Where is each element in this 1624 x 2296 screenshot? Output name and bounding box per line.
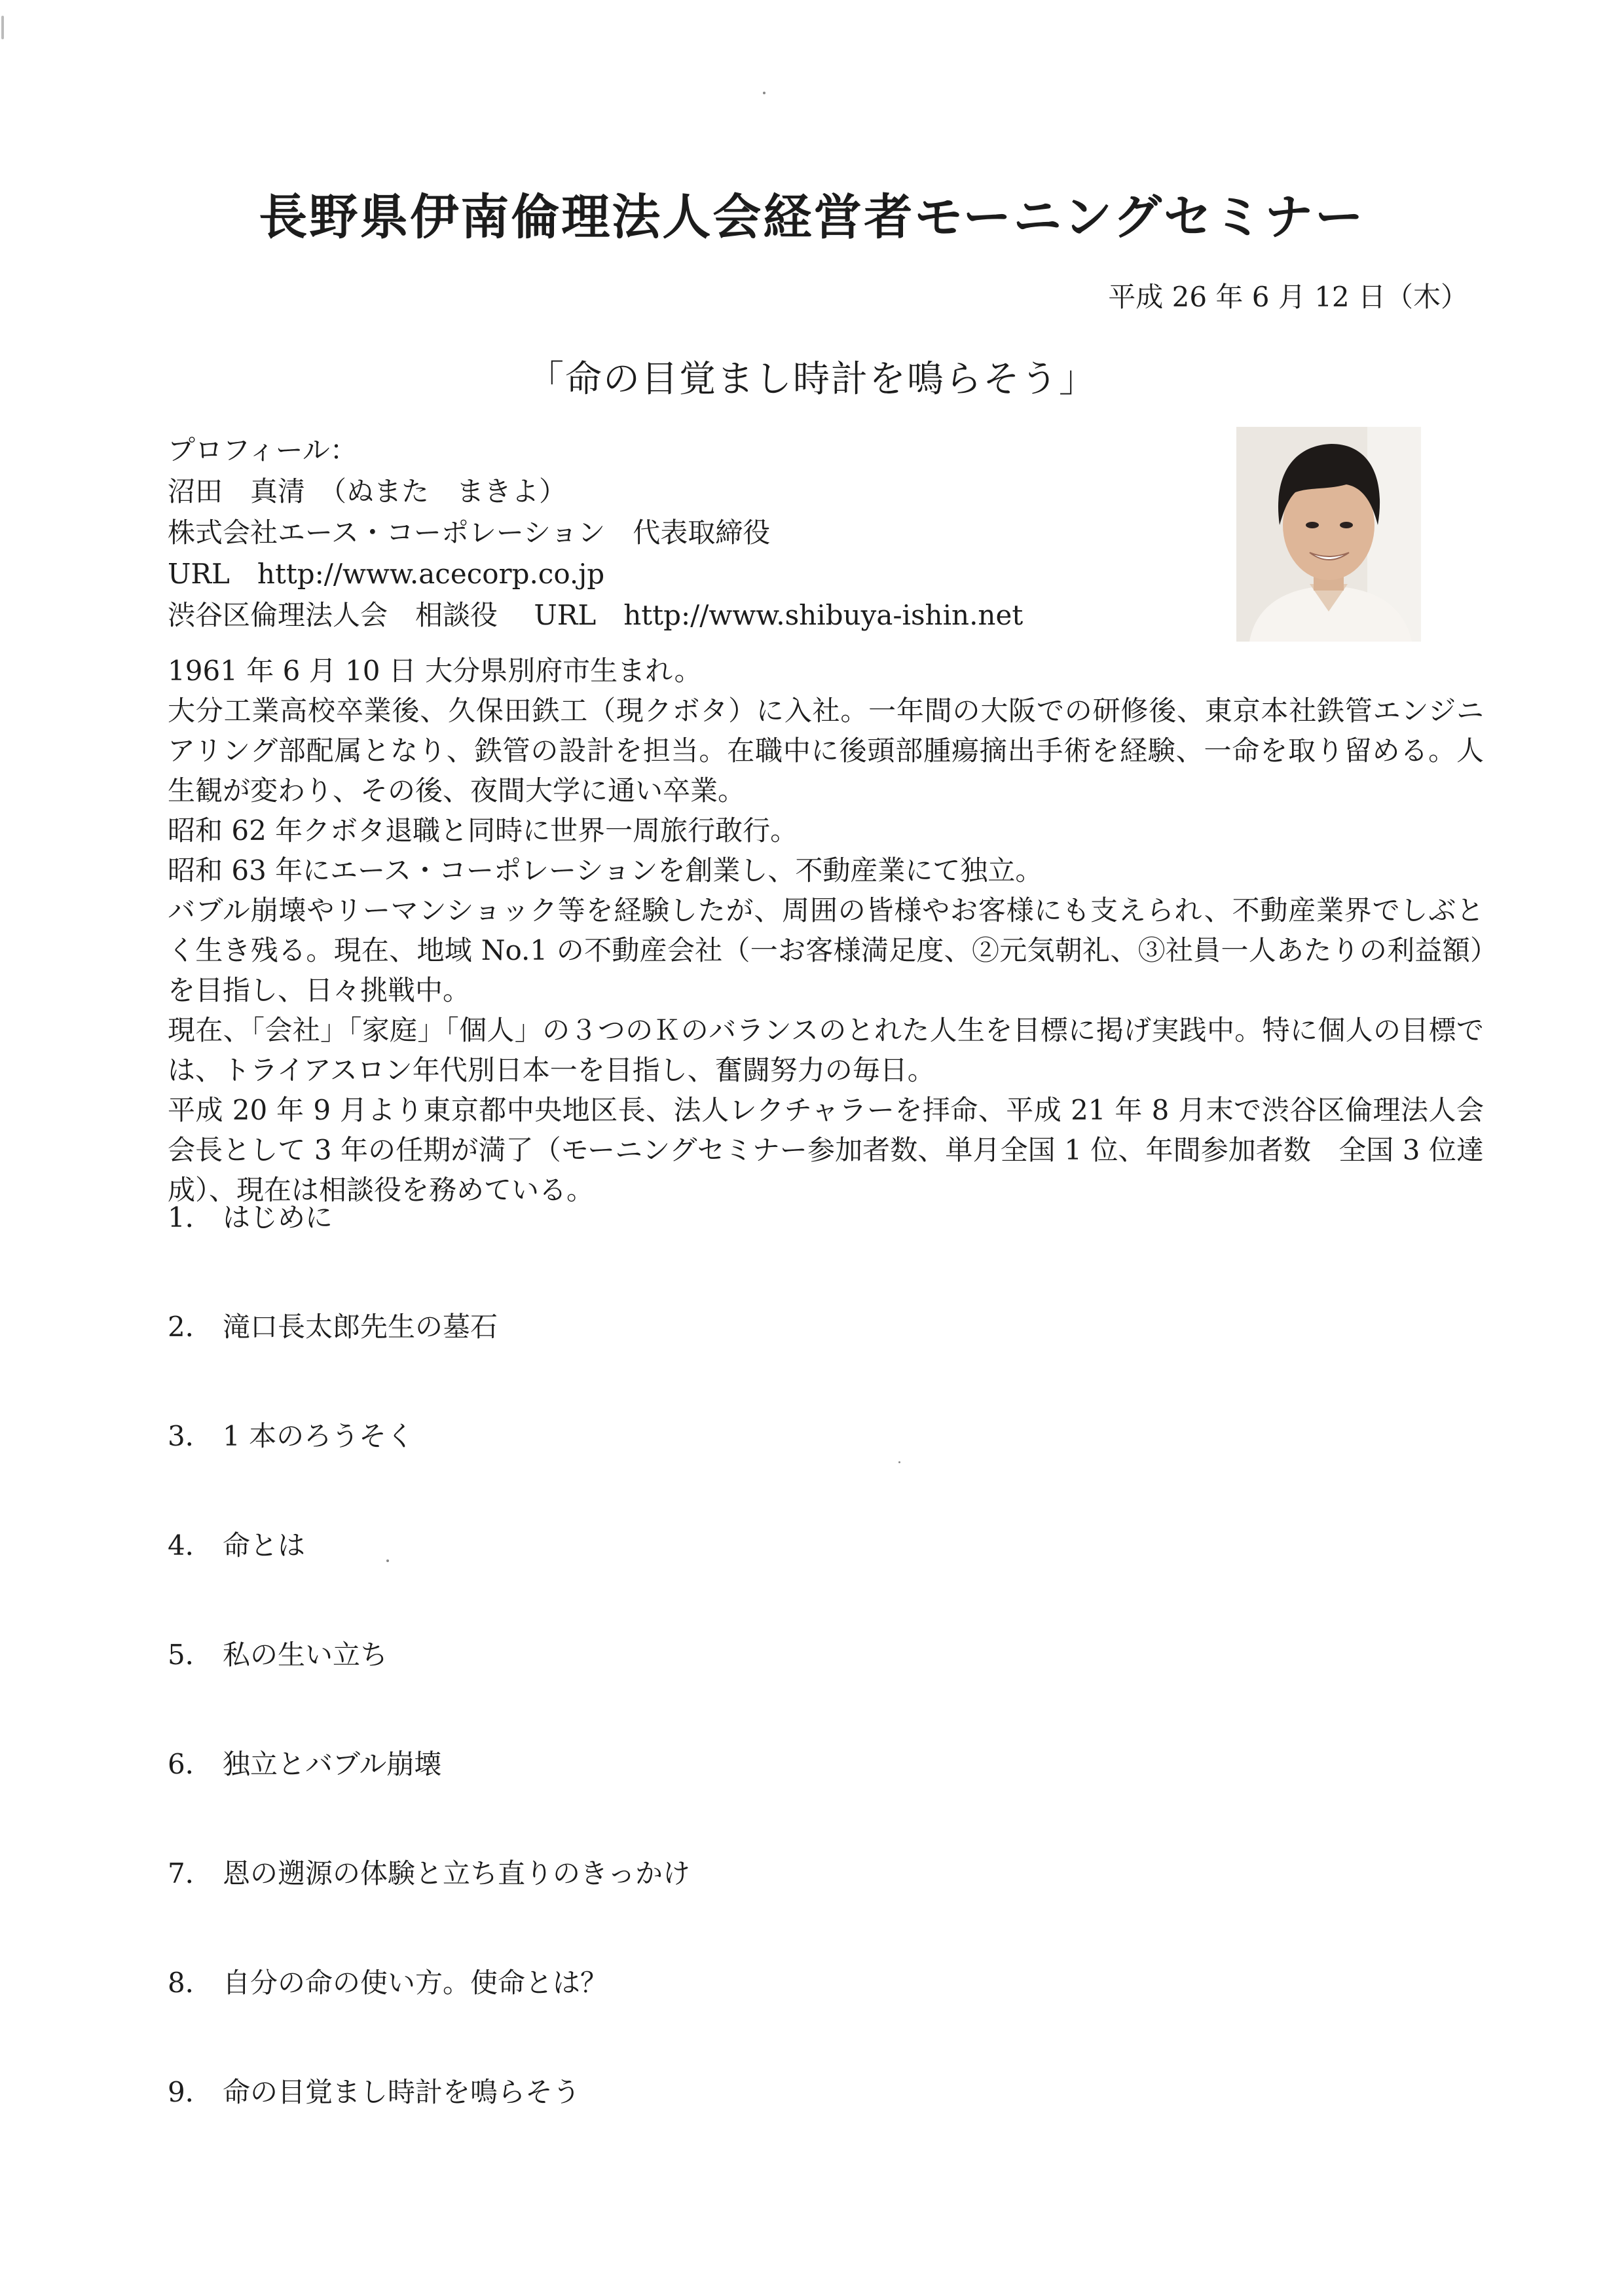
agenda-item bbox=[168, 1417, 1084, 1526]
agenda-text: 滝口長太郎先生の墓石 bbox=[223, 1311, 498, 1343]
agenda-number: 4． bbox=[168, 1529, 213, 1561]
agenda-list bbox=[168, 1198, 1084, 2182]
agenda-number: 3． bbox=[168, 1420, 213, 1452]
agenda-text: 命とは bbox=[223, 1529, 306, 1561]
bio-paragraph: 現在、「会社」「家庭」「個人」の３つのＫのバランスのとれた人生を目標に掲げ実践中。特に個人の目標では、トライアスロン年代別日本一を目指し、奮闘努力の毎日。 bbox=[168, 1014, 1484, 1086]
company-url: URL http://www.acecorp.co.jp bbox=[168, 558, 605, 590]
agenda-text: 命の目覚まし時計を鳴らそう bbox=[223, 2076, 581, 2108]
scan-speck bbox=[763, 92, 766, 94]
agenda-item bbox=[168, 1963, 1084, 2073]
agenda-number: 8． bbox=[168, 1967, 213, 1999]
speaker-photo bbox=[1236, 427, 1421, 642]
agenda-number: 6． bbox=[168, 1748, 213, 1780]
document-title: 長野県伊南倫理法人会経営者モーニングセミナー bbox=[259, 189, 1365, 246]
scan-speck bbox=[898, 1461, 900, 1463]
agenda-item bbox=[168, 1635, 1084, 1745]
agenda-text: 1 本のろうそく bbox=[223, 1420, 415, 1452]
agenda-text: はじめに bbox=[223, 1201, 333, 1233]
scan-speck bbox=[386, 1559, 389, 1562]
bio-paragraph: 平成 20 年 9 月より東京都中央地区長、法人レクチャラーを拝命、平成 21 年 8 月末で渋谷区倫理法人会会長として 3 年の任期が満了（モーニングセミナー参加者数、単月全国 1 位、年間参加者数 全国 3 位達成）、現在は相談役を務めている。 bbox=[168, 1094, 1484, 1206]
agenda-number: 2． bbox=[168, 1311, 213, 1343]
agenda-item bbox=[168, 1854, 1084, 1963]
speaker-name: 沼田 真清 （ぬまた まきよ） bbox=[168, 475, 567, 507]
agenda-item bbox=[168, 1526, 1084, 1635]
bio-paragraph: 昭和 63 年にエース・コーポレーションを創業し、不動産業にて独立。 bbox=[168, 854, 1043, 886]
speaker-biography bbox=[168, 651, 1484, 1210]
agenda-number: 1． bbox=[168, 1201, 213, 1233]
agenda-text: 私の生い立ち bbox=[223, 1639, 388, 1671]
agenda-item bbox=[168, 1198, 1084, 1307]
bio-paragraph: 昭和 62 年クボタ退職と同時に世界一周旅行敢行。 bbox=[168, 814, 798, 847]
portrait-illustration bbox=[1236, 427, 1421, 642]
agenda-number: 5． bbox=[168, 1639, 213, 1671]
profile-heading: プロフィール： bbox=[168, 434, 358, 466]
agenda-number: 9． bbox=[168, 2076, 213, 2108]
agenda-item bbox=[168, 2073, 1084, 2182]
bio-paragraph: バブル崩壊やリーマンショック等を経験したが、周囲の皆様やお客様にも支えられ、不動産業界でしぶとく生き残る。現在、地域 No.1 の不動産会社（一お客様満足度、②元気朝礼、③社員一人あたりの利益額）を目指し、日々挑戦中。 bbox=[168, 894, 1484, 1006]
bio-paragraph: 大分工業高校卒業後、久保田鉄工（現クボタ）に入社。一年間の大阪での研修後、東京本社鉄管エンジニアリング部配属となり、鉄管の設計を担当。在職中に後頭部腫瘍摘出手術を経験、一命を取り留める。人生観が変わり、その後、夜間大学に通い卒業。 bbox=[168, 695, 1484, 807]
agenda-number: 7． bbox=[168, 1857, 213, 1889]
scan-speck bbox=[1, 16, 4, 39]
bio-paragraph: 1961 年 6 月 10 日 大分県別府市生まれ。 bbox=[168, 655, 702, 687]
agenda-item bbox=[168, 1745, 1084, 1854]
organization-url: 渋谷区倫理法人会 相談役 URL http://www.shibuya-ishin.net bbox=[168, 599, 1024, 631]
profile-section bbox=[168, 429, 1189, 636]
lecture-title: 「命の目覚まし時計を鳴らそう」 bbox=[527, 358, 1097, 401]
seminar-date: 平成 26 年 6 月 12 日（木） bbox=[1108, 281, 1468, 313]
agenda-text: 恩の遡源の体験と立ち直りのきっかけ bbox=[223, 1857, 691, 1889]
agenda-text: 独立とバブル崩壊 bbox=[223, 1748, 442, 1780]
agenda-text: 自分の命の使い方。使命とは？ bbox=[223, 1967, 608, 1999]
agenda-item bbox=[168, 1307, 1084, 1417]
speaker-company: 株式会社エース・コーポレーション 代表取締役 bbox=[168, 517, 771, 549]
